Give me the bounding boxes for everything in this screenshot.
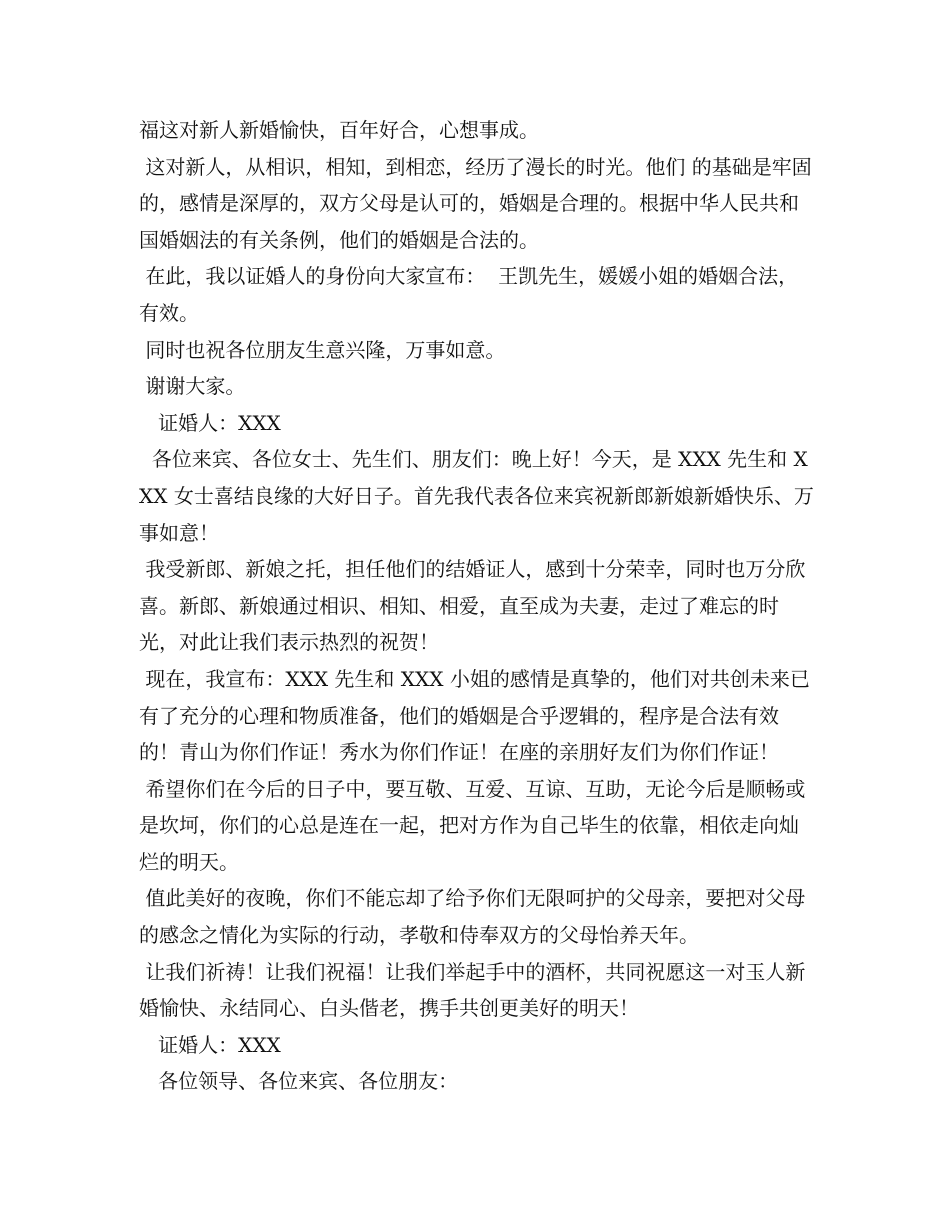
signature-line-1: 证婚人：XXX bbox=[139, 410, 281, 435]
paragraph-7: 各位来宾、各位女士、先生们、朋友们：晚上好！今天，是 XXX 先生和 XXX 女士喜结良缘的大好日子。首先我代表各位来宾祝新郎新娘新婚快乐、万事如意！ bbox=[139, 447, 814, 545]
paragraph-3: 在此，我以证婚人的身份向大家宣布： 王凯先生，媛媛小姐的婚姻合法，有效。 bbox=[139, 264, 799, 325]
paragraph-2: 这对新人，从相识，相知，到相恋，经历了漫长的时光。他们 的基础是牢固的，感情是深厚的，双方父母是认可的，婚姻是合理的。根据中华人民共和国婚姻法的有关条例，他们的婚姻是合法的。 bbox=[139, 154, 812, 252]
signature-line-2: 证婚人：XXX bbox=[139, 1032, 281, 1057]
paragraph-12: 让我们祈祷！让我们祝福！让我们举起手中的酒杯，共同祝愿这一对玉人新婚愉快、永结同心、白头偕老，携手共创更美好的明天！ bbox=[139, 959, 806, 1021]
paragraph-1: 福这对新人新婚愉快，百年好合，心想事成。 bbox=[139, 118, 539, 142]
paragraph-8: 我受新郎、新娘之托，担任他们的结婚证人，感到十分荣幸，同时也万分欣喜。新郎、新娘通过相识、相知、相爱，直至成为夫妻，走过了难忘的时光，对此让我们表示热烈的祝贺！ bbox=[139, 557, 806, 655]
paragraph-4: 同时也祝各位朋友生意兴隆，万事如意。 bbox=[139, 337, 506, 362]
paragraph-5: 谢谢大家。 bbox=[139, 374, 246, 399]
paragraph-11: 值此美好的夜晚，你们不能忘却了给予你们无限呵护的父母亲，要把对父母的感念之情化为实际的行动，孝敬和侍奉双方的父母怡养天年。 bbox=[139, 886, 806, 948]
paragraph-9: 现在，我宣布：XXX 先生和 XXX 小姐的感情是真挚的，他们对共创未来已有了充分的心理和物质准备，他们的婚姻是合乎逻辑的，程序是合法有效的！青山为你们作证！秀水为你们作证！在座的亲朋好友们为你们作证！ bbox=[139, 666, 810, 765]
paragraph-10: 希望你们在今后的日子中，要互敬、互爱、互谅、互助，无论今后是顺畅或是坎坷，你们的心总是连在一起，把对方作为自己毕生的依靠，相依走向灿烂的明天。 bbox=[139, 776, 806, 874]
paragraph-14: 各位领导、各位来宾、各位朋友： bbox=[139, 1069, 459, 1094]
document-body bbox=[139, 112, 814, 1100]
